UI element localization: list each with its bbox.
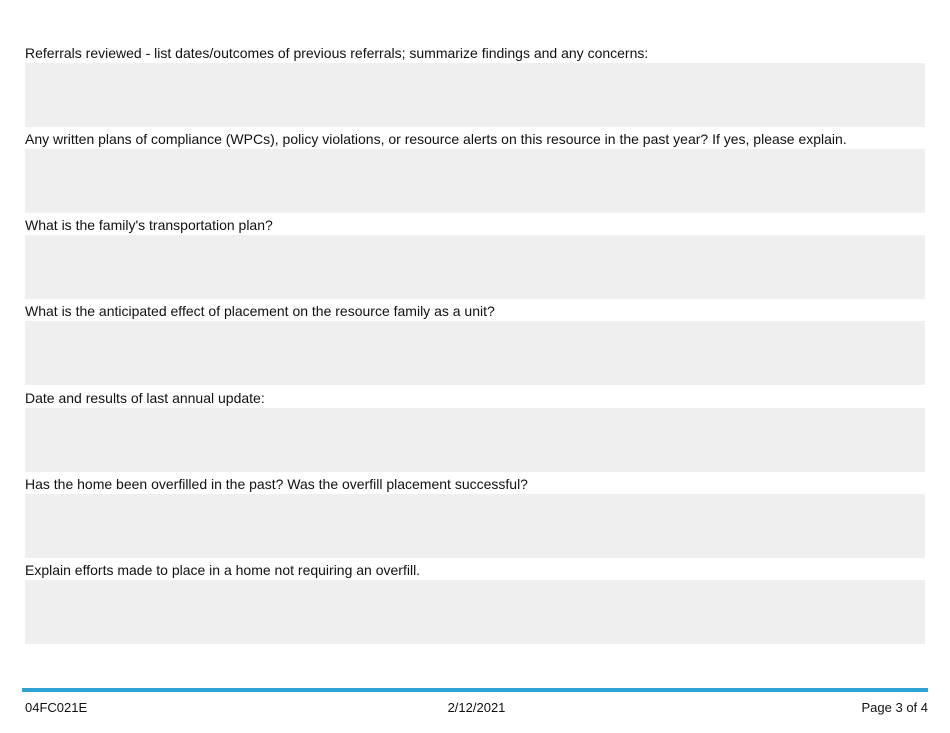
annual-update-field[interactable] <box>25 408 925 472</box>
placement-effect-field[interactable] <box>25 321 925 385</box>
page-footer <box>25 700 928 715</box>
revision-date: 2/12/2021 <box>447 700 506 715</box>
transportation-field[interactable] <box>25 235 925 299</box>
overfill-efforts-label: Explain efforts made to place in a home not requiring an overfill. <box>25 562 421 578</box>
placement-effect-section <box>25 303 925 385</box>
overfill-history-field[interactable] <box>25 494 925 558</box>
overfill-efforts-field[interactable] <box>25 580 925 644</box>
referrals-field[interactable] <box>25 63 925 127</box>
annual-update-label: Date and results of last annual update: <box>25 390 265 406</box>
placement-effect-label: What is the anticipated effect of placement on the resource family as a unit? <box>25 303 495 319</box>
referrals-section <box>25 45 925 127</box>
transportation-label: What is the family's transportation plan? <box>25 217 273 233</box>
form-code: 04FC021E <box>25 700 88 715</box>
compliance-field[interactable] <box>25 149 925 213</box>
footer-divider <box>22 688 928 692</box>
overfill-efforts-section <box>25 562 925 644</box>
overfill-history-section <box>25 476 925 558</box>
overfill-history-label: Has the home been overfilled in the past? Was the overfill placement successful? <box>25 476 528 492</box>
annual-update-section <box>25 390 925 472</box>
transportation-section <box>25 217 925 299</box>
compliance-label: Any written plans of compliance (WPCs), policy violations, or resource alerts on this resource in the past year? If yes, please explain. <box>25 131 847 147</box>
page-number: Page 3 of 4 <box>861 700 928 715</box>
compliance-section <box>25 131 925 213</box>
referrals-label: Referrals reviewed - list dates/outcomes of previous referrals; summarize findings and any concerns: <box>25 45 649 61</box>
